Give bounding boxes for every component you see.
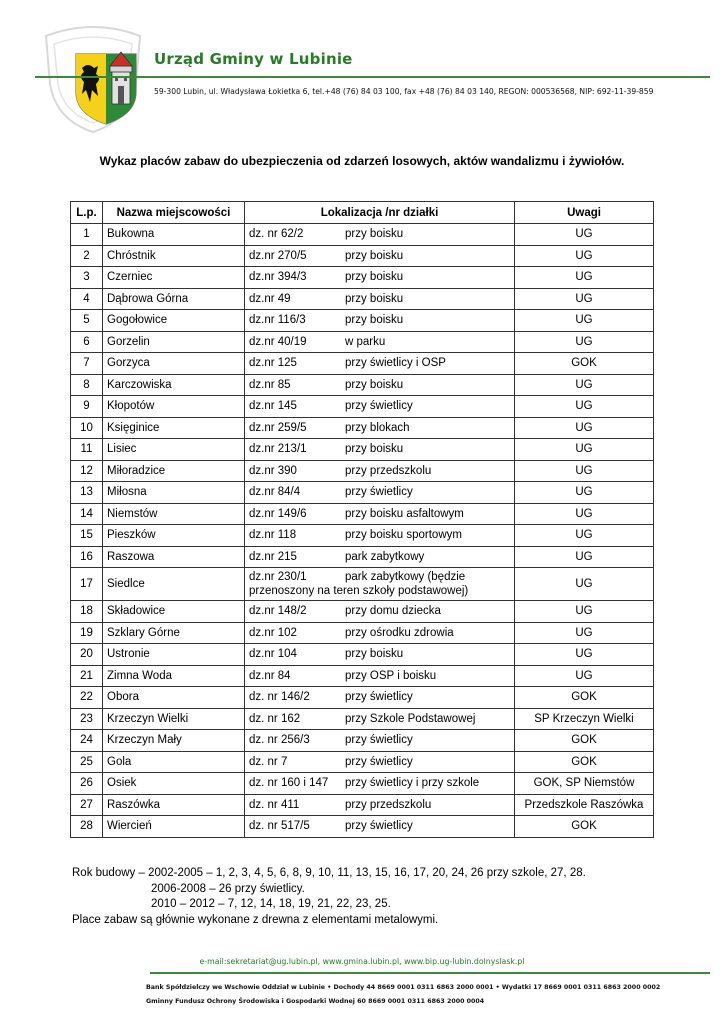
footer-divider (150, 972, 710, 974)
row-number: 4 (71, 288, 103, 310)
locality-name: Księginice (103, 417, 245, 439)
table-row (71, 439, 654, 461)
row-number: 5 (71, 310, 103, 332)
location-cell (245, 525, 515, 547)
location-cell (245, 417, 515, 439)
row-number: 12 (71, 460, 103, 482)
locality-name: Karczowiska (103, 374, 245, 396)
locality-name: Bukowna (103, 224, 245, 246)
locality-name: Dąbrowa Górna (103, 288, 245, 310)
table-row (71, 460, 654, 482)
table-row (71, 525, 654, 547)
location-cell (245, 546, 515, 568)
parcel-number: dz.nr 118 (249, 529, 297, 542)
row-notes: UG (515, 245, 654, 267)
row-notes: UG (515, 460, 654, 482)
locality-name: Raszówka (103, 794, 245, 816)
location-place: przy domu dziecka (345, 605, 441, 618)
parcel-number: dz.nr 259/5 (249, 421, 307, 434)
table-row (71, 794, 654, 816)
row-number: 13 (71, 482, 103, 504)
location-cell (245, 224, 515, 246)
table-row (71, 687, 654, 709)
row-number: 27 (71, 794, 103, 816)
location-cell (245, 773, 515, 795)
locality-name: Szklary Górne (103, 622, 245, 644)
notes-line: 2010 – 2012 – 7, 12, 14, 18, 19, 21, 22, 23, 25. (151, 898, 391, 910)
locality-name: Siedlce (103, 568, 245, 601)
notes-line: 2006-2008 – 26 przy świetlicy. (151, 882, 305, 895)
row-notes: UG (515, 396, 654, 418)
row-notes: UG (515, 331, 654, 353)
location-place: przy świetlicy i OSP (345, 357, 446, 370)
locality-name: Gogołowice (103, 310, 245, 332)
location-place: przy boisku (345, 378, 404, 391)
parcel-number: dz. nr 162 (249, 712, 301, 725)
organization-address: 59-300 Lubin, ul. Władysława Łokietka 6, tel.+48 (76) 84 03 100, fax +48 (76) 84 03 140, REGON: 000536568, NIP: 692-11-39-859 (154, 87, 654, 96)
row-notes: UG (515, 568, 654, 601)
row-notes: GOK (515, 730, 654, 752)
table-row (71, 417, 654, 439)
table-body (71, 224, 654, 838)
row-notes: UG (515, 310, 654, 332)
row-notes: UG (515, 417, 654, 439)
location-place: park zabytkowy (345, 550, 425, 563)
row-notes: UG (515, 482, 654, 504)
location-cell (245, 396, 515, 418)
table-row (71, 482, 654, 504)
table-row (71, 288, 654, 310)
locality-name: Zimna Woda (103, 665, 245, 687)
parcel-number: dz.nr 215 (249, 550, 297, 563)
row-number: 8 (71, 374, 103, 396)
locality-name: Niemstów (103, 503, 245, 525)
location-place: przy boisku (345, 271, 404, 284)
location-cell (245, 568, 515, 601)
row-notes: GOK (515, 751, 654, 773)
footer-fund-account: Gminny Fundusz Ochrony Środowiska i Gospodarki Wodnej 60 8669 0001 0311 6863 2000 0004 (146, 998, 485, 1005)
footer-contacts: e-mail:sekretariat@ug.lubin.pl, www.gmina.lubin.pl, www.bip.ug-lubin.dolnyslask.pl (199, 957, 525, 966)
row-notes: UG (515, 288, 654, 310)
location-place: przy świetlicy (345, 755, 413, 768)
location-cell (245, 245, 515, 267)
table-row (71, 503, 654, 525)
location-place: przy Szkole Podstawowej (345, 712, 476, 725)
row-number: 9 (71, 396, 103, 418)
table-row (71, 568, 654, 601)
row-notes: UG (515, 622, 654, 644)
parcel-number: dz.nr 84/4 (249, 486, 301, 499)
parcel-number: dz.nr 148/2 (249, 605, 307, 618)
location-place: przy boisku (345, 249, 404, 262)
row-number: 2 (71, 245, 103, 267)
table-header-row (71, 202, 654, 224)
row-number: 7 (71, 353, 103, 375)
parcel-number: dz.nr 145 (249, 400, 297, 413)
location-place: park zabytkowy (będzie (345, 571, 466, 583)
location-place: przy OSP i boisku (345, 669, 437, 682)
parcel-number: dz.nr 102 (249, 626, 297, 639)
locality-name: Lisiec (103, 439, 245, 461)
location-cell (245, 374, 515, 396)
location-cell (245, 730, 515, 752)
location-cell (245, 331, 515, 353)
table-row (71, 622, 654, 644)
parcel-number: dz.nr 213/1 (249, 443, 307, 456)
table-row (71, 644, 654, 666)
row-notes: UG (515, 601, 654, 623)
location-place: przy boisku asfaltowym (345, 507, 464, 520)
row-number: 16 (71, 546, 103, 568)
table-row (71, 331, 654, 353)
location-place: przy boisku (345, 314, 404, 327)
location-place: przy przedszkolu (345, 798, 432, 811)
table-row (71, 708, 654, 730)
row-notes: GOK (515, 687, 654, 709)
location-cell (245, 310, 515, 332)
locality-name: Kłopotów (103, 396, 245, 418)
locality-name: Osiek (103, 773, 245, 795)
playgrounds-table (70, 201, 654, 838)
location-cell (245, 460, 515, 482)
row-number: 17 (71, 568, 103, 601)
parcel-number: dz.nr 40/19 (249, 335, 307, 348)
row-number: 25 (71, 751, 103, 773)
locality-name: Pieszków (103, 525, 245, 547)
row-notes: UG (515, 503, 654, 525)
parcel-number: dz.nr 390 (249, 464, 297, 477)
table-row (71, 773, 654, 795)
parcel-number: dz. nr 517/5 (249, 820, 310, 833)
locality-name: Czerniec (103, 267, 245, 289)
location-place: przy boisku (345, 228, 404, 241)
location-place: przy boisku sportowym (345, 529, 462, 542)
parcel-number: dz. nr 146/2 (249, 691, 310, 704)
parcel-number: dz. nr 62/2 (249, 228, 304, 241)
row-number: 15 (71, 525, 103, 547)
row-number: 19 (71, 622, 103, 644)
location-cell (245, 708, 515, 730)
location-cell (245, 622, 515, 644)
row-notes: UG (515, 439, 654, 461)
header-notes: Uwagi (515, 202, 654, 224)
location-place: przy boisku (345, 443, 404, 456)
table-row (71, 751, 654, 773)
row-number: 11 (71, 439, 103, 461)
row-notes: GOK (515, 353, 654, 375)
row-notes: UG (515, 644, 654, 666)
row-number: 10 (71, 417, 103, 439)
parcel-number: dz. nr 411 (249, 798, 300, 811)
parcel-number: dz.nr 104 (249, 648, 297, 661)
row-notes: GOK (515, 816, 654, 838)
row-notes: UG (515, 374, 654, 396)
locality-name: Wiercień (103, 816, 245, 838)
locality-name: Miłoradzice (103, 460, 245, 482)
coat-of-arms-logo (38, 22, 148, 134)
parcel-number: dz. nr 7 (249, 755, 288, 768)
row-notes: UG (515, 546, 654, 568)
location-place: przy świetlicy (345, 400, 413, 413)
location-place: przy ośrodku zdrowia (345, 626, 454, 639)
row-number: 14 (71, 503, 103, 525)
location-cell (245, 665, 515, 687)
row-number: 1 (71, 224, 103, 246)
table-row (71, 245, 654, 267)
location-cell (245, 503, 515, 525)
table-row (71, 665, 654, 687)
header-divider (35, 76, 710, 78)
parcel-number: dz.nr 49 (249, 292, 291, 305)
row-number: 18 (71, 601, 103, 623)
header-lp: L.p. (71, 202, 103, 224)
locality-name: Gorzelin (103, 331, 245, 353)
table-row (71, 267, 654, 289)
row-number: 24 (71, 730, 103, 752)
document-title: Wykaz placów zabaw do ubezpieczenia od zdarzeń losowych, aktów wandalizmu i żywiołów. (99, 154, 625, 168)
row-number: 23 (71, 708, 103, 730)
parcel-number: dz. nr 160 i 147 (249, 777, 329, 790)
location-cell (245, 751, 515, 773)
header-name: Nazwa miejscowości (103, 202, 245, 224)
row-number: 21 (71, 665, 103, 687)
locality-name: Gorzyca (103, 353, 245, 375)
location-place: przy boisku (345, 292, 404, 305)
table-row (71, 224, 654, 246)
construction-notes (72, 866, 586, 928)
parcel-number: dz.nr 394/3 (249, 271, 307, 284)
locality-name: Gola (103, 751, 245, 773)
location-cell (245, 439, 515, 461)
row-number: 28 (71, 816, 103, 838)
table-row (71, 601, 654, 623)
table-row (71, 374, 654, 396)
locality-name: Chróstnik (103, 245, 245, 267)
row-number: 26 (71, 773, 103, 795)
row-number: 3 (71, 267, 103, 289)
location-place: przy świetlicy (345, 734, 413, 747)
parcel-number: dz.nr 84 (249, 669, 291, 682)
row-notes: UG (515, 267, 654, 289)
locality-name: Miłosna (103, 482, 245, 504)
parcel-number: dz.nr 230/1 (249, 571, 307, 583)
locality-name: Krzeczyn Mały (103, 730, 245, 752)
parcel-number: dz.nr 270/5 (249, 249, 307, 262)
table-row (71, 396, 654, 418)
row-number: 22 (71, 687, 103, 709)
row-notes: UG (515, 525, 654, 547)
header-location: Lokalizacja /nr działki (245, 202, 515, 224)
location-place: przy blokach (345, 421, 410, 434)
locality-name: Ustronie (103, 644, 245, 666)
location-cell (245, 816, 515, 838)
locality-name: Krzeczyn Wielki (103, 708, 245, 730)
parcel-number: dz. nr 256/3 (249, 734, 310, 747)
table-row (71, 353, 654, 375)
notes-line: Place zabaw są głównie wykonane z drewna z elementami metalowymi. (72, 913, 439, 926)
row-number: 6 (71, 331, 103, 353)
locality-name: Raszowa (103, 546, 245, 568)
row-notes: GOK, SP Niemstów (515, 773, 654, 795)
location-cell (245, 601, 515, 623)
organization-name: Urząd Gminy w Lubinie (154, 50, 353, 68)
location-place: przy świetlicy (345, 820, 413, 833)
location-cell (245, 267, 515, 289)
location-cell (245, 353, 515, 375)
table-row (71, 730, 654, 752)
location-place: przy boisku (345, 648, 404, 661)
notes-line: Rok budowy – 2002-2005 – 1, 2, 3, 4, 5, 6, 8, 9, 10, 11, 13, 15, 16, 17, 20, 24, 26 przy szkole, 27, 28. (72, 867, 586, 879)
parcel-number: dz.nr 149/6 (249, 507, 307, 520)
location-cell (245, 482, 515, 504)
row-notes: UG (515, 224, 654, 246)
row-notes: UG (515, 665, 654, 687)
table-row (71, 310, 654, 332)
location-cell (245, 644, 515, 666)
location-cell (245, 794, 515, 816)
location-place: w parku (345, 335, 386, 348)
table-row (71, 816, 654, 838)
location-cell (245, 687, 515, 709)
location-cell (245, 288, 515, 310)
location-place: przy świetlicy i przy szkole (345, 777, 480, 790)
location-place: przy przedszkolu (345, 464, 432, 477)
location-place-continued: przenoszony na teren szkoły podstawowej) (249, 585, 469, 597)
parcel-number: dz.nr 125 (249, 357, 297, 370)
parcel-number: dz.nr 85 (249, 378, 291, 391)
footer-bank-accounts: Bank Spółdzielczy we Wschowie Oddział w Lubinie • Dochody 44 8669 0001 0311 6863 2000 0001 • Wydatki 17 8669 0001 0311 6863 2000 0002 (146, 984, 661, 991)
row-notes: SP Krzeczyn Wielki (515, 708, 654, 730)
locality-name: Obora (103, 687, 245, 709)
locality-name: Składowice (103, 601, 245, 623)
location-place: przy świetlicy (345, 691, 413, 704)
row-notes: Przedszkole Raszówka (515, 794, 654, 816)
location-place: przy świetlicy (345, 486, 413, 499)
row-number: 20 (71, 644, 103, 666)
table-row (71, 546, 654, 568)
parcel-number: dz.nr 116/3 (249, 314, 306, 327)
